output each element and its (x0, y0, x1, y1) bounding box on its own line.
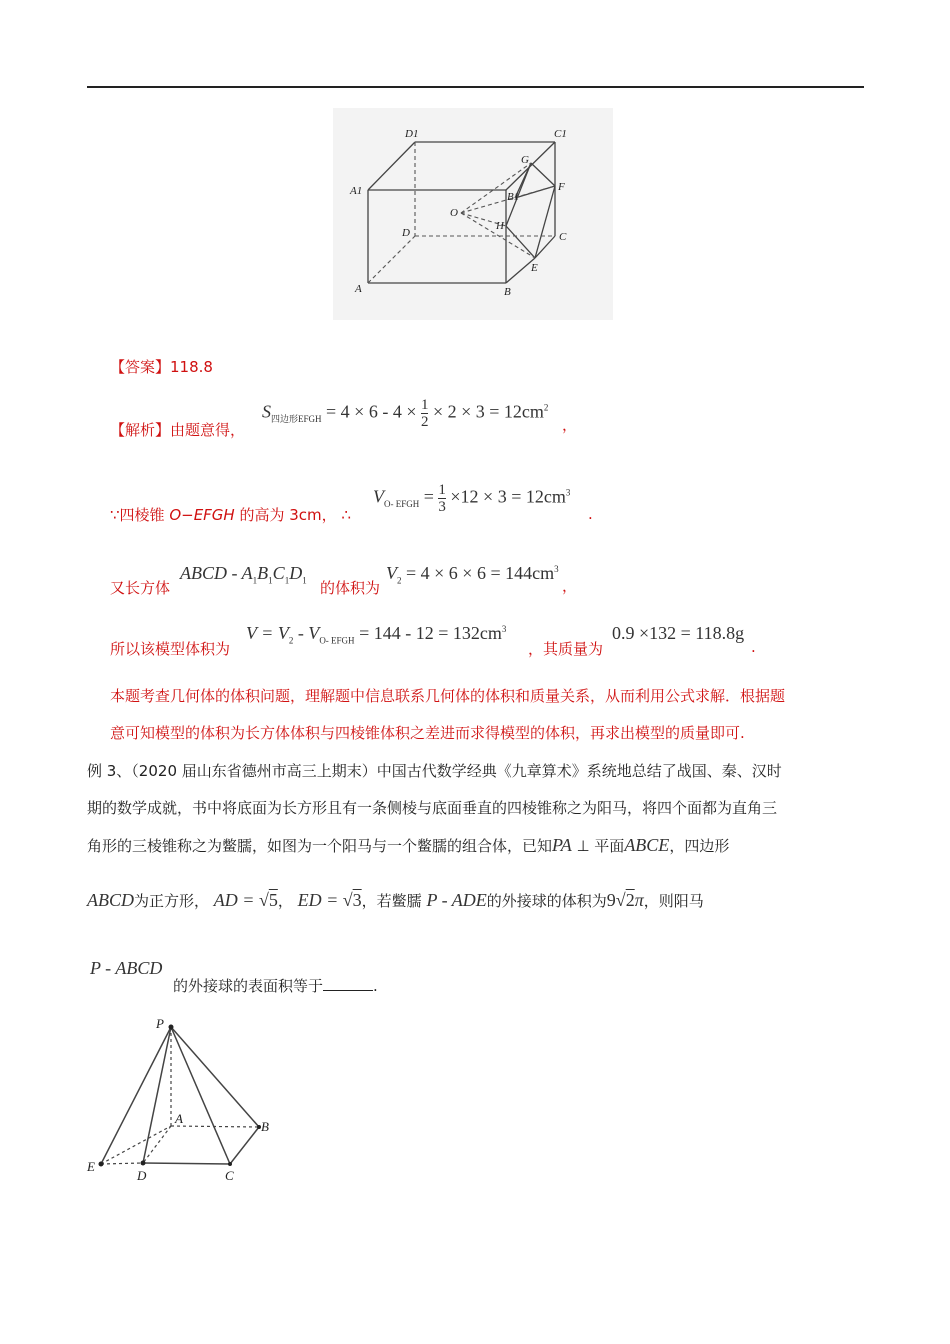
square-text: 为正方形， (134, 892, 210, 910)
example-line-3-end: ，四边形 (669, 837, 730, 855)
edge-p-c (171, 1027, 230, 1164)
analysis-tag: 【解析】 (110, 421, 171, 439)
answer-tag: 【答案】 (110, 358, 171, 376)
edge-p-e (101, 1027, 171, 1164)
point-e (99, 1162, 104, 1167)
pyramid-mid: 的高为 3cm， ∴ (234, 506, 351, 524)
perp-symbol: ⊥ (571, 837, 595, 855)
summary-line-1: 本题考查几何体的体积问题，理解题中信息联系几何体的体积和质量关系，从而利用公式求解．根据题 (110, 687, 786, 705)
example-line-4: ABCD为正方形， AD = √5， ED = √3，若鳖臑 P - ADE的外接球的体积为9√2π，则阳马 (87, 890, 704, 910)
yangma-text: ，则阳马 (643, 892, 704, 910)
area-exponent: 2 (543, 402, 549, 413)
model-volume-formula (246, 623, 506, 646)
label-b: B (504, 286, 511, 298)
area-expr-a: = 4 × 6 - 4 × (326, 401, 417, 422)
label-f: F (558, 181, 565, 193)
pa-symbol: PA (552, 835, 572, 855)
model-exp: 3 (501, 624, 507, 634)
vol-radicand: 2 (625, 890, 635, 910)
model-sub2: 2 (288, 635, 294, 646)
ed-eq: ED = (297, 890, 343, 910)
label-b2: B (261, 1119, 269, 1134)
cuboid-vol-expr: = 4 × 6 × 6 = 144cm (406, 563, 555, 583)
pyramid-frac-num: 1 (438, 482, 446, 498)
cuboid-vol-sub: 2 (397, 575, 402, 586)
area-expr-b: × 2 × 3 = 12cm (432, 401, 544, 422)
cuboid-volume-formula: $V_2 = 4 \times 6 \times 6 = 144cm^3$ (386, 563, 559, 586)
pabcd-symbol (90, 958, 162, 979)
cuboid-vol-exp: 3 (554, 564, 559, 574)
vol-coef: 9 (606, 890, 616, 910)
biebiao-text: ，若鳖臑 (361, 892, 422, 910)
label-c1: C1 (554, 128, 567, 140)
ed-radicand: 3 (352, 890, 362, 910)
answer-value: 118.8 (170, 358, 213, 376)
header-rule (87, 86, 864, 88)
pyramid-vol-end: . (588, 505, 593, 523)
edge-g-f (531, 163, 555, 186)
answer-blank[interactable] (323, 978, 373, 991)
cuboid-pre: 又长方体 (110, 579, 171, 597)
area-end: ， (562, 416, 578, 434)
model-sub3: O- EFGH (319, 635, 355, 646)
area-fraction (421, 397, 429, 430)
analysis-intro (110, 419, 245, 440)
pade-symbol: P - ADE (426, 890, 487, 910)
cuboid-name-c: C (272, 563, 285, 583)
label-b1: B1 (507, 191, 520, 203)
edge-p-b (171, 1027, 259, 1127)
hidden-a-b (171, 1126, 259, 1127)
pyramid-vol-expr: ×12 × 3 = 12cm (450, 486, 566, 507)
label-d1: D1 (405, 128, 419, 140)
hidden-a-d (368, 236, 415, 283)
point-c (228, 1162, 232, 1166)
ad-eq: AD = (213, 890, 259, 910)
cuboid-sub4: 1 (302, 575, 307, 586)
label-e2: E (87, 1159, 95, 1174)
pyramid-vol-exp: 3 (565, 487, 571, 498)
label-a: A (355, 283, 362, 295)
abcd-symbol: ABCD (87, 890, 134, 910)
ad-radicand: 5 (268, 890, 278, 910)
pyramid-pre: ∵四棱锥 (110, 506, 170, 524)
cuboid-sub2: 1 (268, 575, 273, 586)
example-end: . (373, 977, 378, 995)
cuboid-name (180, 563, 307, 586)
label-a1: A1 (350, 185, 363, 197)
example-line-5 (173, 975, 378, 996)
pyramid-name: O−EFGH (169, 506, 235, 524)
cuboid-figure (333, 108, 613, 320)
pyramid-height-line (110, 504, 351, 525)
mass-formula: 0.9 ×132 = 118.8g (612, 623, 745, 643)
model-expr-a: V = V (246, 623, 289, 643)
example-line-3 (87, 835, 729, 856)
surface-area-text: 的外接球的表面积等于 (173, 977, 324, 995)
model-volume-pre: 所以该模型体积为 (110, 640, 231, 658)
pyramid-frac-den: 3 (438, 499, 446, 515)
label-d2: D (137, 1168, 147, 1183)
edge-c-b (230, 1127, 259, 1164)
label-e: E (531, 262, 538, 274)
cuboid-end: ， (562, 577, 578, 595)
summary-line-2: 意可知模型的体积为长方体体积与四棱锥体积之差进而求得模型的体积，再求出模型的质量即可. (110, 724, 745, 742)
cuboid-name-a: ABCD - A (180, 563, 253, 583)
label-o: O (450, 207, 458, 219)
mass-end: . (751, 638, 756, 656)
cuboid-sub3: 1 (284, 575, 290, 586)
cuboid-name-d: D (289, 563, 303, 583)
label-c: C (559, 231, 567, 243)
point-d (141, 1161, 146, 1166)
point-p (169, 1025, 174, 1030)
pyramid-vol-sub: O- EFGH (384, 499, 420, 510)
pi-symbol: π (634, 890, 644, 910)
edge-p-d (143, 1027, 171, 1163)
comma-1: ， (277, 892, 293, 910)
answer-line (110, 356, 213, 377)
cuboid-name-b: B (257, 563, 269, 583)
label-c2: C (225, 1168, 234, 1183)
plane-text: 平面 (594, 837, 625, 855)
area-frac-den: 2 (420, 414, 429, 430)
edge-a1-d1 (368, 142, 415, 190)
pyramid-volume-formula: $V_{O- EFGH}$ = $\frac{1}{3}$ $\times 12 \times 3 = 12cm^3$ (373, 482, 571, 515)
cuboid-mid: 的体积为 (320, 579, 381, 597)
label-g: G (521, 154, 529, 166)
area-frac-num: 1 (420, 397, 429, 413)
label-d: D (402, 227, 410, 239)
area-formula: $S_{四边形EFGH} = 4 \times 6 - 4$ × $\frac{1}{2}$ × $2 \times 3 = 12cm^2$ (262, 397, 549, 430)
area-subscript: 四边形EFGH (271, 414, 322, 425)
label-p: P (156, 1016, 164, 1031)
mass-pre: ，其质量为 (528, 640, 604, 658)
abce-symbol: ABCE (624, 835, 670, 855)
label-h: H (496, 220, 504, 232)
cuboid-sub1: 1 (252, 575, 258, 586)
sphere-vol-text: 的外接球的体积为 (486, 892, 607, 910)
pyramid-figure (83, 1015, 288, 1190)
model-expr-c: = 144 - 12 = 132cm (354, 623, 502, 643)
edge-d-c (143, 1163, 230, 1164)
pyramid-fraction (438, 482, 446, 515)
label-a2: A (175, 1111, 183, 1126)
example-line-3-text: 角形的三棱锥称之为鳖臑，如图为一个阳马与一个鳖臑的组合体，已知 (87, 837, 553, 855)
example-line-2: 期的数学成就，书中将底面为长方形且有一条侧棱与底面垂直的四棱锥称之为阳马，将四个面都为直角三 (87, 799, 778, 817)
model-expr-b: - V (293, 623, 320, 643)
example-line-1: 例 3、（2020 届山东省德州市高三上期末）中国古代数学经典《九章算术》系统地总结了战国、秦、汉时 (87, 762, 782, 780)
hidden-e-d (101, 1163, 143, 1164)
analysis-intro-text: 由题意得， (170, 421, 246, 439)
edge-h-e (506, 226, 535, 258)
pabcd-text: P - ABCD (90, 958, 163, 978)
